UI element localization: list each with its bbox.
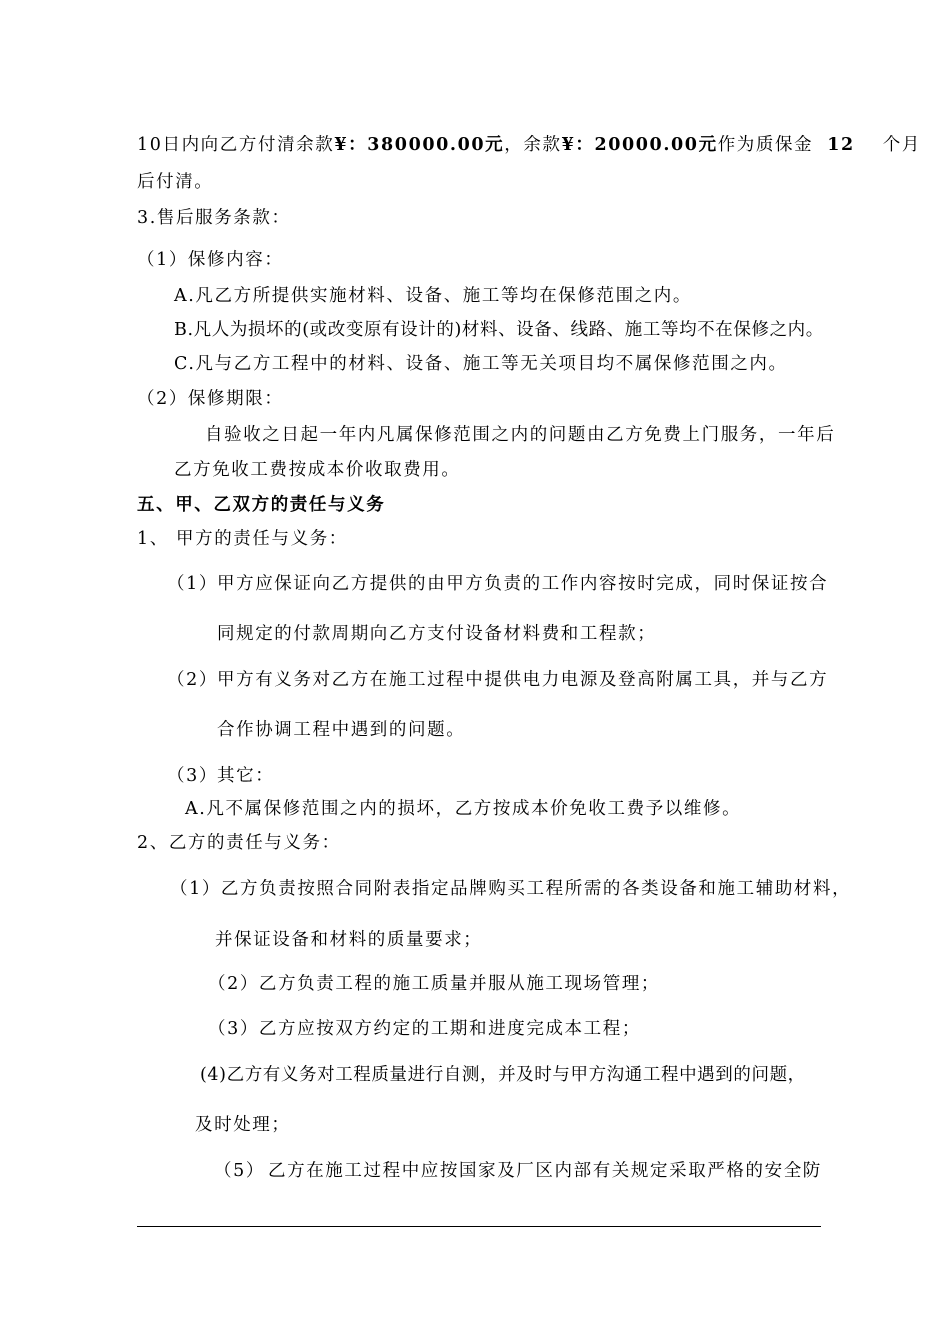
payment-text-3: 作为质保金 (717, 135, 814, 155)
party-b-item-2: （2）乙方负责工程的施工质量并服从施工现场管理； (208, 974, 661, 994)
party-a-item-1-text-1: 甲方应保证向乙方提供的由甲方负责的工作内容按时完成，同时保证按合 (217, 574, 829, 594)
party-b-item-5-text: 乙方在施工过程中应按国家及厂区内部有关规定采取严格的安全防 (268, 1161, 822, 1181)
retention-months: 12 (827, 135, 855, 155)
payment-line-2: 后付清。 (137, 172, 214, 192)
warranty-period-label: （2）保修期限： (137, 389, 284, 409)
party-a-item-3-number: （3） (167, 766, 218, 786)
warranty-item-a: A.凡乙方所提供实施材料、设备、施工等均在保修范围之内。 (174, 286, 692, 306)
party-a-item-2-text-2: 合作协调工程中遇到的问题。 (217, 720, 466, 740)
party-b-heading: 2、乙方的责任与义务： (137, 833, 341, 853)
party-a-item-1-text-2: 同规定的付款周期向乙方支付设备材料费和工程款； (217, 624, 657, 644)
party-b-item-5-number: （5） (214, 1161, 265, 1181)
balance-amount: ¥：380000.00元 (334, 135, 505, 155)
party-b-item-1-text-2: 并保证设备和材料的质量要求； (215, 930, 483, 950)
party-b-item-3: （3）乙方应按双方约定的工期和进度完成本工程； (208, 1019, 641, 1039)
footer-rule (137, 1226, 821, 1227)
party-b-item-4-text-2: 及时处理； (195, 1115, 291, 1135)
party-b-item-1-text-1: （1）乙方负责按照合同附表指定品牌购买工程所需的各类设备和施工辅助材料， (170, 879, 852, 899)
section-5-heading: 五、甲、乙双方的责任与义务 (137, 495, 386, 515)
payment-text-1: 10日内向乙方付清余款 (137, 135, 335, 155)
party-a-item-3-a: A.凡不属保修范围之内的损坏，乙方按成本价免收工费予以维修。 (185, 799, 742, 819)
party-a-item-3-text: 其它： (217, 766, 275, 786)
warranty-period-text-1: 自验收之日起一年内凡属保修范围之内的问题由乙方免费上门服务，一年后 (205, 425, 836, 445)
payment-text-2: ，余款 (504, 135, 562, 155)
party-b-item-4-text-1: (4)乙方有义务对工程质量进行自测，并及时与甲方沟通工程中遇到的问题， (200, 1065, 806, 1085)
warranty-item-b: B.凡人为损坏的(或改变原有设计的)材料、设备、线路、施工等均不在保修之内。 (174, 320, 824, 340)
warranty-period-text-2: 乙方免收工费按成本价收取费用。 (174, 460, 461, 480)
party-a-heading: 1、 甲方的责任与义务： (137, 529, 348, 549)
party-a-item-2-number: （2） (167, 670, 218, 690)
after-sales-heading: 3.售后服务条款： (137, 208, 291, 228)
party-a-item-1-number: （1） (167, 574, 218, 594)
payment-text-4: 个月 (882, 135, 921, 155)
warranty-content-label: （1）保修内容： (137, 250, 284, 270)
warranty-item-c: C.凡与乙方工程中的材料、设备、施工等无关项目均不属保修范围之内。 (174, 354, 788, 374)
party-a-item-2-text-1: 甲方有义务对乙方在施工过程中提供电力电源及登高附属工具，并与乙方 (217, 670, 829, 690)
retention-amount: ¥：20000.00元 (561, 135, 718, 155)
payment-line (137, 133, 921, 157)
